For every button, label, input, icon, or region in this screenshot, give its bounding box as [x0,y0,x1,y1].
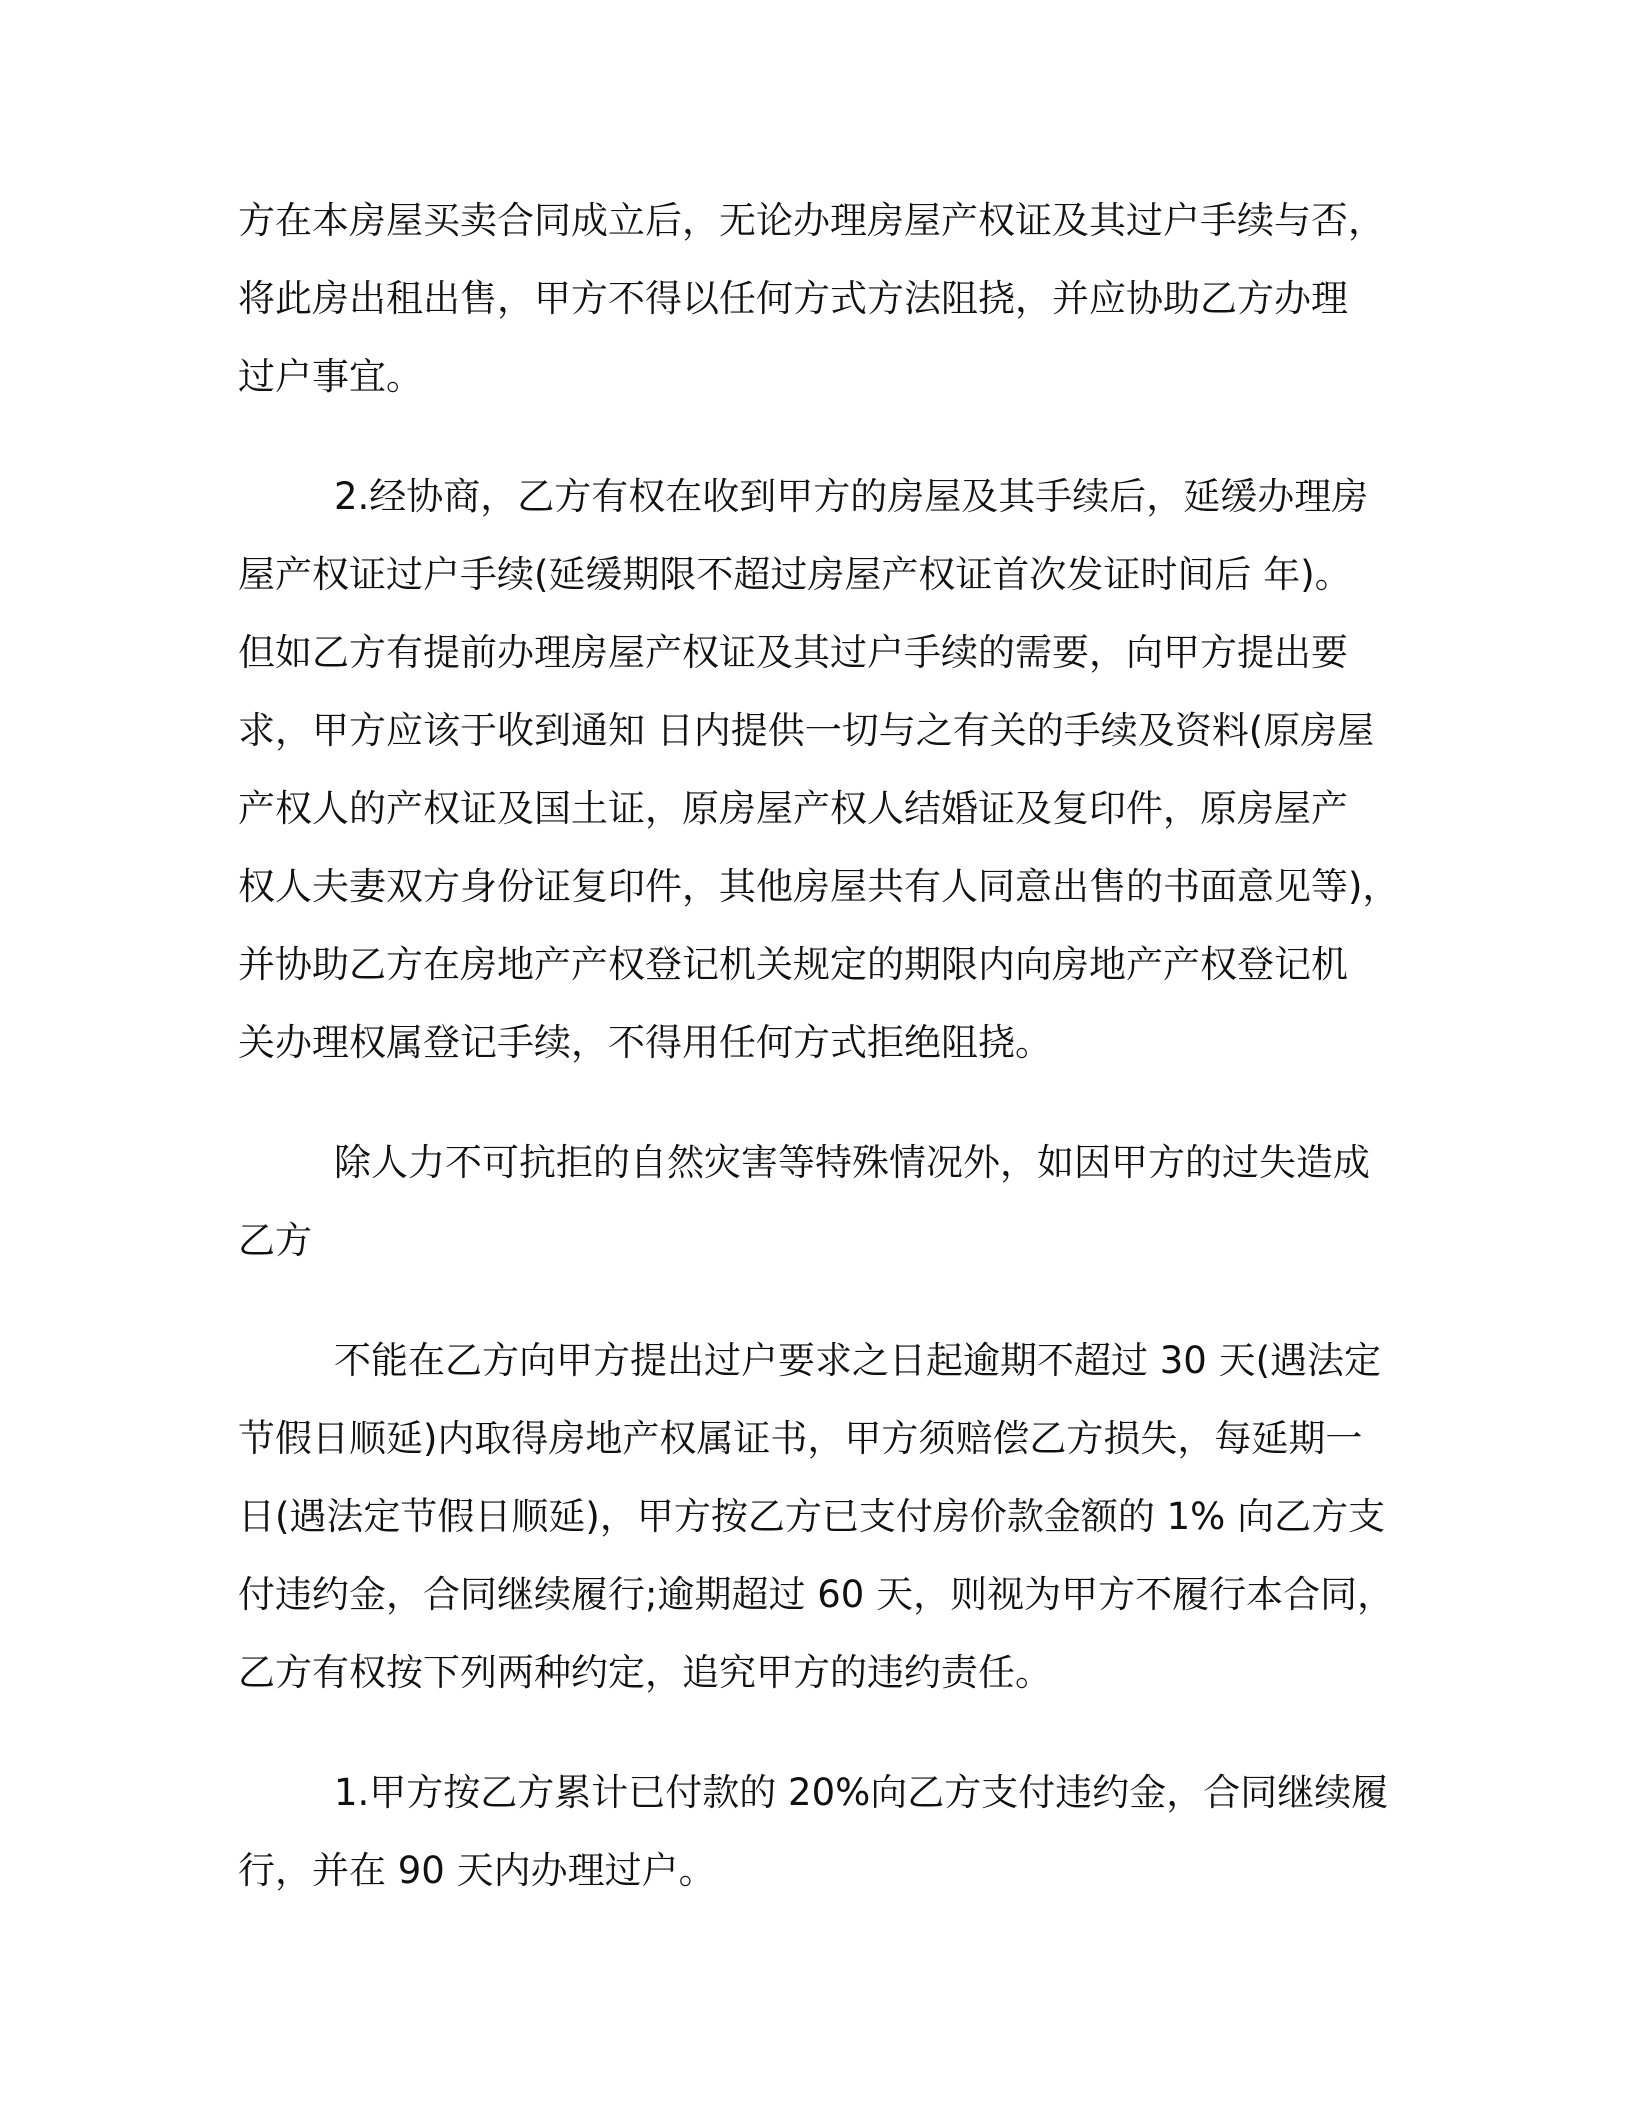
text-line: 权人夫妻双方身份证复印件，其他房屋共有人同意出售的书面意见等)， [238,865,1400,908]
text-line: 日(遇法定节假日顺延)，甲方按乙方已支付房价款金额的 1% 向乙方支 [238,1495,1386,1538]
text-line: 节假日顺延)内取得房地产权属证书，甲方须赔偿乙方损失，每延期一 [238,1417,1363,1460]
paragraph-gap [238,1280,1388,1322]
document-body [238,182,1400,1910]
paragraph-gap [238,416,1388,458]
text-line: 1.甲方按乙方累计已付款的 20%向乙方支付违约金，合同继续履 [334,1771,1389,1814]
text-line: 但如乙方有提前办理房屋产权证及其过户手续的需要，向甲方提出要 [238,631,1348,674]
paragraph-gap [238,1712,1388,1754]
text-line: 不能在乙方向甲方提出过户要求之日起逾期不超过 30 天(遇法定 [334,1339,1382,1382]
paragraph-gap [238,1082,1388,1124]
paragraph-5 [238,1754,1388,1910]
text-line: 乙方有权按下列两种约定，追究甲方的违约责任。 [238,1651,1052,1694]
text-line: 方在本房屋买卖合同成立后，无论办理房屋产权证及其过户手续与否， [238,199,1385,242]
text-line: 行，并在 90 天内办理过户。 [238,1849,716,1892]
text-line: 过户事宜。 [238,355,423,398]
text-line: 付违约金，合同继续履行;逾期超过 60 天，则视为甲方不履行本合同， [238,1573,1395,1616]
text-line: 除人力不可抗拒的自然灾害等特殊情况外，如因甲方的过失造成 [334,1141,1370,1184]
paragraph-3 [238,1124,1388,1280]
text-line: 并协助乙方在房地产产权登记机关规定的期限内向房地产产权登记机 [238,943,1348,986]
text-line: 产权人的产权证及国土证，原房屋产权人结婚证及复印件，原房屋产 [238,787,1348,830]
paragraph-1 [238,182,1388,416]
text-line: 乙方 [238,1219,312,1262]
text-line: 2.经协商，乙方有权在收到甲方的房屋及其手续后，延缓办理房 [334,475,1369,518]
paragraph-2 [238,458,1400,1082]
text-line: 关办理权属登记手续，不得用任何方式拒绝阻挠。 [238,1021,1052,1064]
text-line: 将此房出租出售，甲方不得以任何方式方法阻挠，并应协助乙方办理 [238,277,1348,320]
text-line: 求，甲方应该于收到通知 日内提供一切与之有关的手续及资料(原房屋 [238,709,1375,752]
text-line: 屋产权证过户手续(延缓期限不超过房屋产权证首次发证时间后 年)。 [238,553,1352,596]
paragraph-4 [238,1322,1395,1712]
